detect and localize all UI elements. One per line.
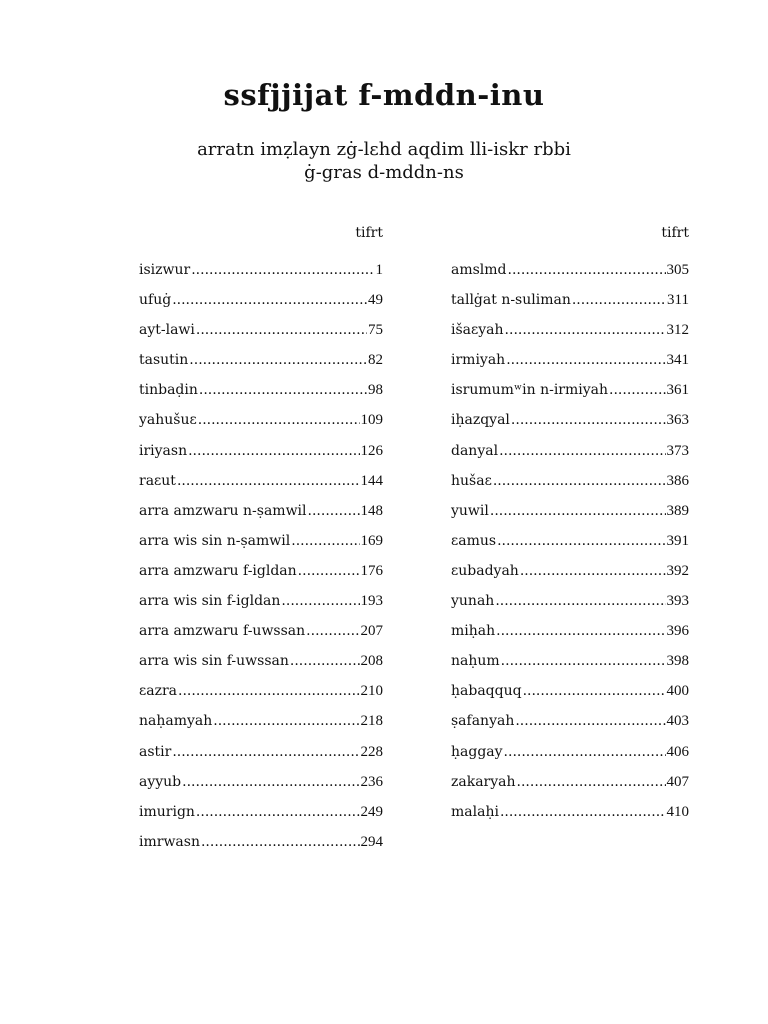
dot-leader [520,562,666,580]
toc-entry-page-number: 193 [360,593,383,610]
toc-entry-title: arra wis sin n-ṣamwil [139,532,291,549]
dot-leader [609,381,665,399]
dot-leader [196,803,360,821]
toc-entry-page-number: 176 [360,562,383,579]
toc-entries-right [451,261,689,833]
toc-entry-page-number: 82 [368,352,383,369]
toc-entry-title: malaḥi [451,803,499,820]
toc-entry-title: miḥah [451,623,496,640]
dot-leader [499,442,665,460]
toc-entry-page-number: 169 [360,532,383,549]
toc-entry-page-number: 75 [368,322,383,339]
toc-entry [139,472,383,502]
toc-entry-title: naḥum [451,653,500,670]
toc-entry-page-number: 341 [666,352,689,369]
toc-entry-page-number: 208 [360,653,383,670]
dot-leader [517,773,666,791]
dot-leader [505,321,666,339]
toc-entry-page-number: 373 [666,442,689,459]
dot-leader [291,532,359,550]
toc-column-right [451,224,689,833]
toc-entry [139,622,383,652]
toc-entry [139,351,383,381]
toc-entry-page-number: 126 [360,442,383,459]
dot-leader [177,472,360,490]
toc-entry-page-number: 396 [666,623,689,640]
toc-entry-title: yunah [451,593,495,610]
toc-entry [139,321,383,351]
toc-entry-page-number: 49 [368,292,383,309]
dot-leader [508,261,666,279]
toc-entry-page-number: 210 [360,683,383,700]
toc-entry [451,532,689,562]
toc-entry [451,442,689,472]
toc-entry-title: ɛazra [139,683,178,700]
toc-entry [139,682,383,712]
dot-leader [523,682,666,700]
toc-entry [139,502,383,532]
dot-leader [497,532,665,550]
dot-leader [196,321,367,339]
toc-entry [451,712,689,742]
toc-entry-title: ḥaggay [451,743,503,760]
toc-entry [451,682,689,712]
toc-entry-title: yuwil [451,502,489,519]
toc-entry-title: ɛamus [451,532,497,549]
dot-leader [172,743,359,761]
toc-entry-page-number: 236 [360,773,383,790]
toc-entry [139,773,383,803]
dot-leader [201,833,360,851]
toc-entry-title: ḥabaqquq [451,683,522,700]
toc-entry-page-number: 410 [666,803,689,820]
toc-entry-page-number: 391 [666,532,689,549]
toc-entry-title: isizwur [139,262,191,278]
dot-leader [182,773,359,791]
subtitle-line-2: ġ-gras d-mddn-ns [304,162,464,183]
toc-entry-title: imurign [139,803,195,820]
dot-leader [515,712,665,730]
toc-column-left [139,224,383,863]
toc-entry [139,712,383,742]
toc-entry-page-number: 389 [666,502,689,519]
toc-entry-title: iḥazqyal [451,412,510,429]
toc-entry-page-number: 403 [666,713,689,730]
toc-entry [451,803,689,833]
toc-entry [139,562,383,592]
toc-entry [451,381,689,411]
dot-leader [501,652,666,670]
dot-leader [495,592,665,610]
toc-entry-title: arra amzwaru f-uwssan [139,623,306,640]
dot-leader [493,472,666,490]
toc-entry-title: raɛut [139,472,176,489]
toc-entry [139,803,383,833]
toc-entry [451,261,689,291]
toc-entry-title: ɛubadyah [451,562,519,579]
dot-leader [172,291,367,309]
dot-leader [188,442,359,460]
toc-entry-page-number: 361 [666,382,689,399]
toc-entry-page-number: 392 [666,562,689,579]
dot-leader [298,562,360,580]
toc-entry-page-number: 386 [666,472,689,489]
toc-entry-page-number: 144 [360,472,383,489]
toc-entry [451,652,689,682]
toc-entry [139,291,383,321]
toc-entry-title: astir [139,743,172,760]
toc-entry-page-number: 228 [360,743,383,760]
toc-entry [451,743,689,773]
toc-entry-page-number: 98 [368,382,383,399]
toc-entry-page-number: 305 [666,262,689,278]
toc-entry-page-number: 249 [360,803,383,820]
toc-entries-left [139,261,383,863]
toc-entry-page-number: 406 [666,743,689,760]
page-column-header-left: tifrt [355,225,383,241]
toc-entry [451,351,689,381]
page-subtitle [0,138,768,184]
toc-entry [451,622,689,652]
toc-entry-title: arra amzwaru f-igldan [139,562,297,579]
toc-entry-title: yahušuɛ [139,412,197,429]
toc-entry [451,773,689,803]
toc-entry [451,562,689,592]
toc-entry [139,261,383,291]
toc-entry-title: išaɛyah [451,322,504,339]
toc-entry-page-number: 294 [360,833,383,850]
dot-leader [189,351,367,369]
dot-leader [496,622,665,640]
dot-leader [281,592,359,610]
toc-entry-title: danyal [451,442,499,459]
toc-entry-page-number: 393 [666,593,689,610]
toc-entry-title: amslmd [451,262,507,278]
dot-leader [213,712,359,730]
toc-entry-title: iriyasn [139,442,188,459]
toc-entry-page-number: 398 [666,653,689,670]
toc-entry-title: arra wis sin f-uwssan [139,653,289,670]
toc-entry [451,291,689,321]
dot-leader [306,622,359,640]
toc-entry-title: ṣafanyah [451,713,515,730]
toc-entry-title: ayt-lawi [139,322,195,339]
toc-entry-title: ufuġ [139,292,172,309]
dot-leader [290,652,360,670]
toc-entry-title: ayyub [139,773,182,790]
toc-entry [139,442,383,472]
toc-entry-page-number: 1 [375,262,383,278]
toc-entry-page-number: 312 [666,322,689,339]
toc-entry-page-number: 407 [666,773,689,790]
toc-entry [139,381,383,411]
toc-entry-title: isrumumʷin n-irmiyah [451,382,609,399]
toc-entry-page-number: 400 [666,683,689,700]
dot-leader [504,743,666,761]
toc-entry [451,411,689,441]
toc-entry [139,743,383,773]
toc-entry-title: naḥamyah [139,713,213,730]
page-title: ssfjjijat f-mddn-inu [223,78,545,112]
toc-entry [139,411,383,441]
toc-entry-page-number: 311 [667,292,689,309]
toc-entry [139,592,383,622]
toc-entry-title: imrwasn [139,833,200,850]
dot-leader [308,502,360,520]
toc-entry-title: zakaryah [451,773,516,790]
dot-leader [511,411,666,429]
toc-entry [451,321,689,351]
toc-entry-page-number: 218 [360,713,383,730]
toc-entry [451,592,689,622]
toc-entry-title: tinbaḍin [139,382,198,399]
toc-entry [451,502,689,532]
toc-entry [139,532,383,562]
dot-leader [506,351,665,369]
toc-entry-page-number: 109 [360,412,383,429]
toc-entry-title: arra wis sin f-igldan [139,593,281,610]
toc-entry-title: hušaɛ [451,472,492,489]
toc-entry [139,833,383,863]
dot-leader [198,411,360,429]
toc-entry [139,652,383,682]
toc-entry-page-number: 148 [360,502,383,519]
toc-entry-title: tasutin [139,352,189,369]
dot-leader [178,682,359,700]
dot-leader [572,291,666,309]
toc-entry-page-number: 363 [666,412,689,429]
dot-leader [199,381,367,399]
toc-entry-title: arra amzwaru n-ṣamwil [139,502,307,519]
toc-entry-title: irmiyah [451,352,506,369]
toc-entry-page-number: 207 [360,623,383,640]
toc-entry-title: tallġat n-suliman [451,292,571,309]
toc-entry [451,472,689,502]
subtitle-line-1: arratn imẓlayn zġ-lɛhd aqdim lli-iskr rbbi [197,139,571,160]
dot-leader [490,502,666,520]
page-column-header-right: tifrt [661,225,689,241]
dot-leader [191,261,374,279]
dot-leader [500,803,666,821]
